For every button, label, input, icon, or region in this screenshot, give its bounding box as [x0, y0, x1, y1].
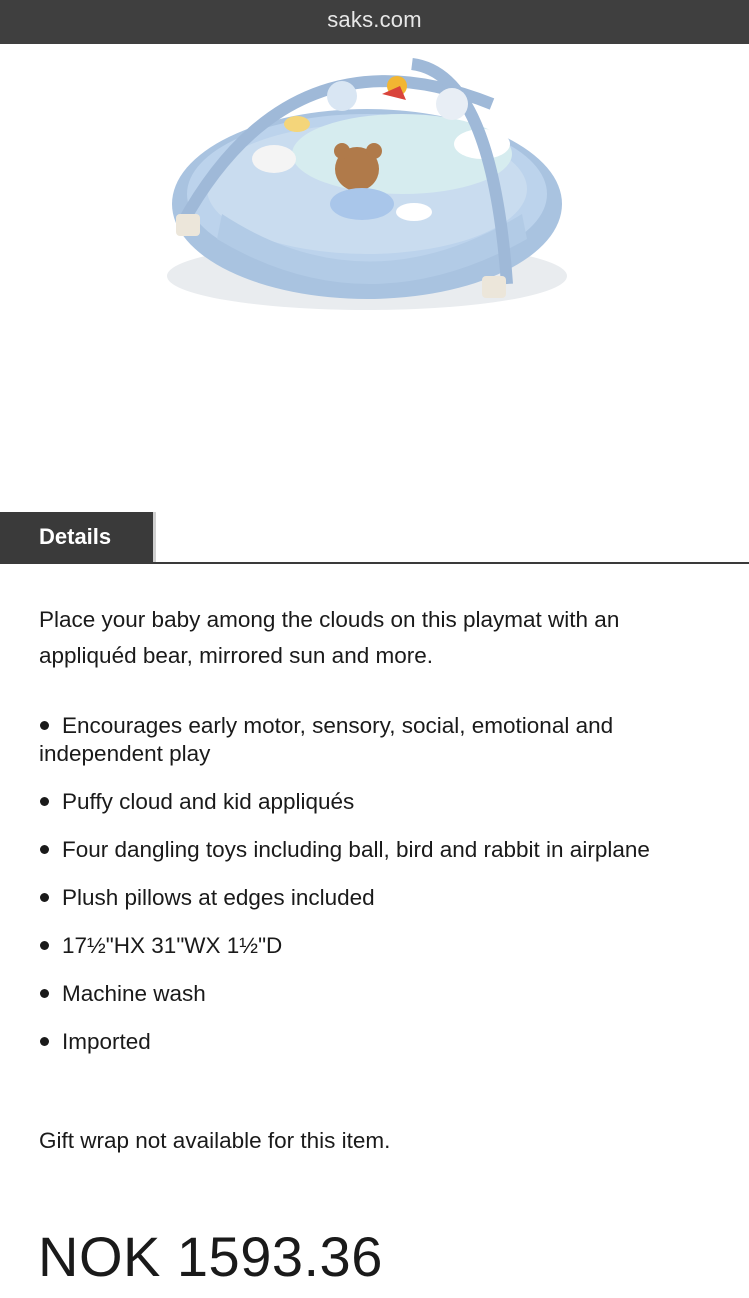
playmat-illustration — [152, 44, 597, 469]
product-price: NOK 1593.36 — [38, 1225, 383, 1288]
bullet-icon — [40, 797, 49, 806]
list-item: Encourages early motor, sensory, social, emotional and independent play — [39, 713, 614, 766]
list-item: Puffy cloud and kid appliqués — [39, 788, 719, 816]
list-item: Imported — [39, 1028, 719, 1056]
bullet-icon — [40, 989, 49, 998]
list-item: Plush pillows at edges included — [39, 884, 719, 912]
url-text[interactable]: saks.com — [327, 7, 422, 32]
product-image[interactable] — [152, 44, 597, 469]
bullet-icon — [40, 845, 49, 854]
bullet-icon — [40, 941, 49, 950]
list-item: 17½"HX 31"WX 1½"D — [39, 932, 719, 960]
browser-url-bar[interactable] — [0, 0, 749, 44]
bullet-icon — [40, 1037, 49, 1046]
tab-details[interactable]: Details — [0, 512, 156, 562]
product-description: Place your baby among the clouds on this playmat with an appliquéd bear, mirrored sun and more. — [39, 607, 620, 668]
bullet-icon — [40, 721, 49, 730]
product-tabs — [0, 512, 749, 564]
list-item: Four dangling toys including ball, bird and rabbit in airplane — [39, 836, 719, 864]
list-item: Machine wash — [39, 980, 719, 1008]
feature-list — [39, 712, 719, 1076]
bullet-icon — [40, 893, 49, 902]
gift-wrap-note: Gift wrap not available for this item. — [39, 1128, 391, 1153]
